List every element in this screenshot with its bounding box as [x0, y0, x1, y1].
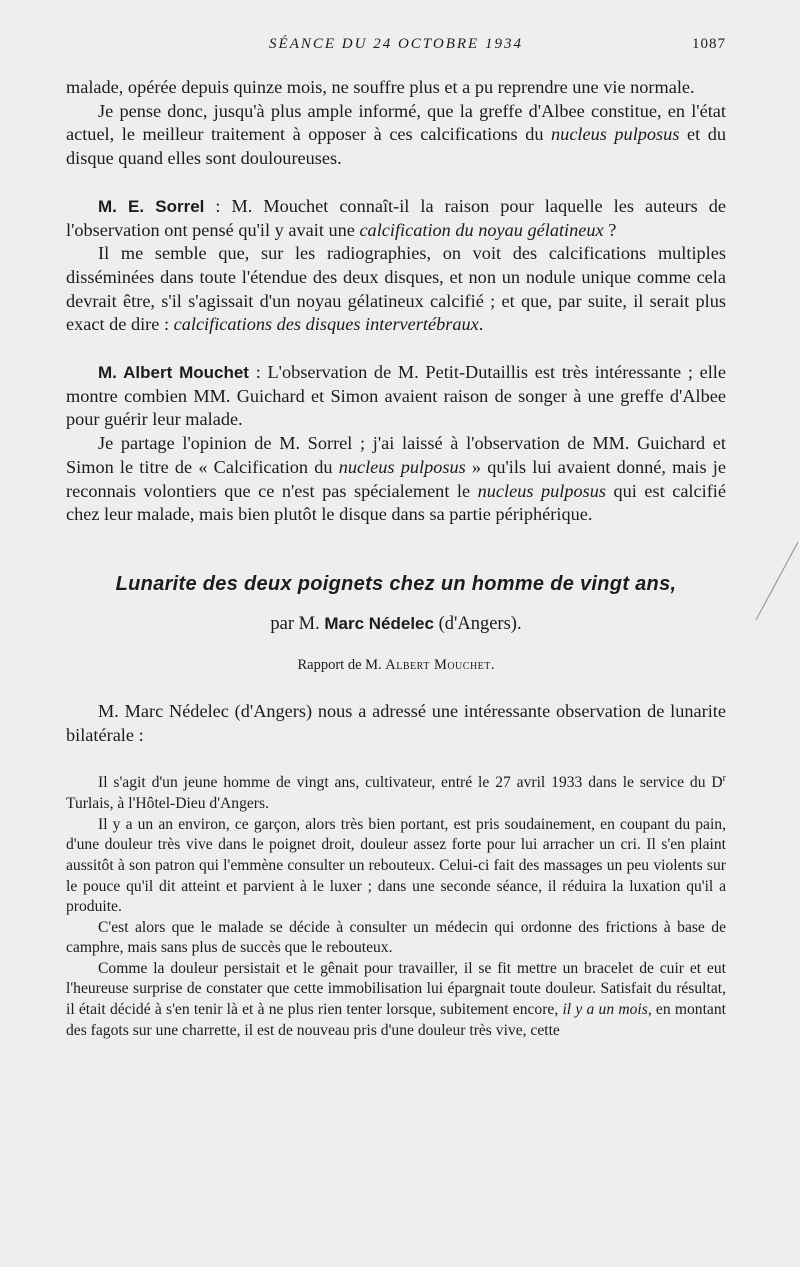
- text: .: [490, 656, 495, 673]
- text: qui est calcifié chez leur malade, mais bien plutôt le disque dans sa partie périphérique.: [66, 480, 726, 525]
- case-paragraph: [66, 959, 726, 1041]
- text: et du disque quand elles sont douloureuses.: [66, 124, 726, 169]
- text: malade, opérée depuis quinze mois, ne souffre plus et a pu reprendre une vie normale.: [66, 77, 695, 97]
- text: Il s'agit d'un jeune homme de vingt ans, cultivateur, entré le 27 avril 1933 dans le service du D: [98, 774, 723, 792]
- text: Rapport de M.: [297, 656, 386, 673]
- text: par M.: [270, 613, 325, 634]
- reporter-name: Albert Mouchet: [385, 656, 491, 673]
- article-title: Lunarite des deux poignets chez un homme de vingt ans,: [115, 572, 677, 595]
- report-line: [66, 657, 726, 674]
- italic-term: nucleus pulposus: [338, 456, 466, 477]
- paragraph: M. Marc Nédelec (d'Angers) nous a adressé une intéressante observation de lunarite bilatérale :: [66, 700, 726, 745]
- text: : L'observation de M. Petit-Dutaillis est très intéressante ; elle montre combien MM. Guichard et Simon avaient raison de songer à une greffe d'Albee pour guérir leur malade.: [66, 362, 726, 430]
- text: Je partage l'opinion de M. Sorrel ; j'ai laissé à l'observation de MM. Guichard et Simon le titre de « Calcification du: [66, 433, 726, 477]
- italic-term: calcification du noyau gélatineux: [359, 219, 604, 240]
- paragraph: [66, 242, 726, 337]
- italic-term: nucleus pulposus: [477, 480, 606, 501]
- speaker-name: M. E. Sorrel: [98, 196, 205, 216]
- italic-term: il y a un mois: [562, 1001, 648, 1019]
- margin-pencil-mark: [752, 540, 800, 630]
- author-name: Marc Nédelec: [324, 613, 434, 633]
- running-header: [66, 36, 726, 60]
- text: Je pense donc, jusqu'à plus ample informé, que la greffe d'Albee constitue, en l'état actuel, le meilleur traitement à opposer à ces calcifications du: [66, 100, 726, 145]
- speaker-name: M. Albert Mouchet: [98, 363, 249, 383]
- paragraph: [66, 100, 726, 171]
- text: (d'Angers).: [433, 613, 522, 634]
- text: .: [478, 314, 484, 335]
- text: Turlais, à l'Hôtel-Dieu d'Angers.: [66, 795, 269, 813]
- text: Il me semble que, sur les radiographies, on voit des calcifications multiples disséminées dans toute l'étendue des deux disques, et non un nodule unique comme cela devrait être, s'il s'agissait d'un noyau gélatineux calcifié ; et que, par suite, il serait plus exact de dire :: [66, 243, 726, 335]
- paragraph: [66, 76, 726, 100]
- superscript: r: [722, 773, 726, 785]
- page-body: [66, 76, 726, 1041]
- article-byline: [66, 614, 726, 635]
- italic-term: nucleus pulposus: [551, 124, 680, 145]
- text: : M. Mouchet connaît-il la raison pour laquelle les auteurs de l'observation ont pensé qu'il y avait une: [66, 195, 727, 240]
- text: Comme la douleur persistait et le gênait pour travailler, il se fit mettre un bracelet de cuir et eut l'heureuse surprise de constater que cette immobilisation lui épargnait toute douleur. Satisfait du résultat, il était décidé à s'en tenir là et à ne plus rien tenter lorsque, subitement encore,: [66, 959, 726, 1019]
- case-paragraph: C'est alors que le malade se décide à consulter un médecin qui ordonne des frictions à base de camphre, mais sans plus de succès que le rebouteux.: [66, 918, 726, 957]
- italic-term: calcifications des disques intervertébraux: [173, 314, 479, 335]
- running-title: SÉANCE DU 24 OCTOBRE 1934: [269, 36, 523, 52]
- text: » qu'ils lui avaient donné, mais je reconnais volontiers que ce n'est pas spécialement le: [66, 456, 726, 501]
- case-paragraph: [66, 769, 726, 814]
- paragraph: [66, 361, 726, 432]
- text: , en montant des fagots sur une charrette, il est de nouveau pris d'une douleur très vive, cette: [66, 1001, 726, 1039]
- text: ?: [603, 219, 617, 240]
- paragraph: [66, 195, 726, 242]
- paragraph: [66, 432, 726, 527]
- case-paragraph: Il y a un an environ, ce garçon, alors très bien portant, est pris soudainement, en coupant du pain, d'une douleur très vive dans le poignet droit, douleur assez forte pour lui arracher un cri. Il s'en plaint aussitôt à son patron qui l'emmène consulter un rebouteux. Celui-ci fait des massages un peu violents sur le pouce qu'il dit atteint et parvient à le luxer ; dans une seconde séance, il réduira la luxation qu'il a produite.: [66, 815, 726, 916]
- page-number: 1087: [692, 36, 726, 52]
